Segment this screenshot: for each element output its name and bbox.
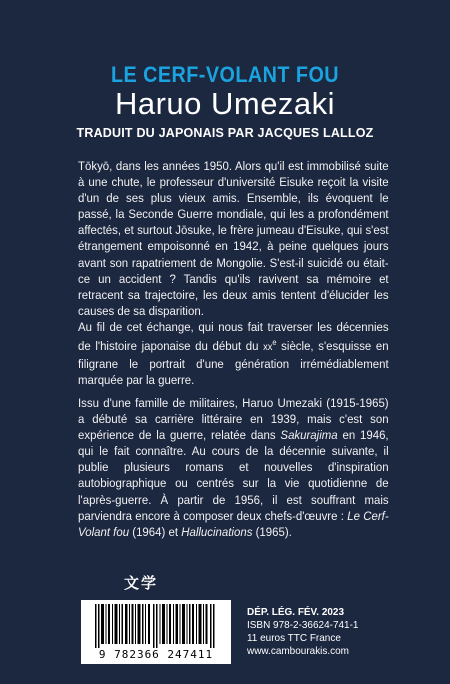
collection-label: 文学 bbox=[124, 574, 159, 592]
price-text: 11 euros TTC France bbox=[247, 632, 341, 644]
synopsis-paragraph-2 bbox=[78, 319, 389, 388]
bio-text-c: (1964) et bbox=[129, 524, 182, 539]
synopsis bbox=[78, 158, 389, 388]
century-numeral: xx bbox=[263, 342, 273, 354]
legal-info bbox=[247, 606, 364, 658]
bio-text-a: Issu d'une famille de militaires, Haruo Umezaki (1915-1965) a débuté sa carrière littéraire en 1939, mais c'est son expérience de la guerre, relatée dans bbox=[78, 396, 389, 443]
synopsis-paragraph-1: Tōkyō, dans les années 1950. Alors qu'il est immobilisé suite à une chute, le professeur d'université Eisuke reçoit la visite d'un de ses plus vieux amis. Ensemble, ils évoquent le passé, la Seconde Guerre mondiale, qui les a profondément affectés, et surtout Jōsuke, le frère jumeau d'Eisuke, qui s'est étrangement empoisonné en 1942, à peine quelques jours avant son rapatriement de Mongolie. S'est-il suicidé ou était-ce un accident ? Tandis qu'ils ravivent sa mémoire et retracent sa trajectoire, les deux amis tentent d'élucider les causes de sa disparition. bbox=[78, 159, 389, 318]
bio-work-hallucinations: Hallucinations bbox=[181, 524, 253, 539]
barcode-number: 9 782366 247411 bbox=[98, 648, 214, 661]
biography-paragraph bbox=[78, 395, 389, 540]
author-biography bbox=[78, 395, 389, 540]
author-name: Haruo Umezaki bbox=[114, 86, 336, 121]
bio-text-b: en 1946, qui le fait connaître. Au cours de la décennie suivante, il publie plusieurs romans et nouvelles d'inspiration autobiographique ou centrés sur la vie quotidienne de l'après-guerre. À partir de 1956, il est souffrant mais parviendra encore à composer deux chefs-d'œuvre : bbox=[78, 428, 389, 523]
barcode-bars bbox=[93, 604, 219, 648]
isbn-barcode bbox=[81, 600, 231, 664]
book-title: LE CERF-VOLANT FOU bbox=[110, 62, 340, 87]
translator-credit: TRADUIT DU JAPONAIS PAR JACQUES LALLOZ bbox=[76, 126, 374, 140]
bio-work-cerf-volant: Le Cerf-Volant fou bbox=[78, 508, 389, 539]
century-suffix: e bbox=[272, 338, 277, 348]
synopsis-text-b: siècle, s'esquisse en filigrane le portrait d'une génération irrémédiablement marquée par la guerre. bbox=[78, 339, 389, 388]
synopsis-text-a: Au fil de cet échange, qui nous fait traverser les décennies de l'histoire japonaise du début du bbox=[78, 319, 389, 354]
publisher-website: www.cambourakis.com bbox=[247, 645, 350, 657]
legal-deposit: DÉP. LÉG. FÉV. 2023 bbox=[247, 606, 345, 618]
bio-work-sakurajima: Sakurajima bbox=[280, 428, 338, 443]
isbn-text: ISBN 978-2-36624-741-1 bbox=[247, 619, 359, 631]
bio-text-d: (1965). bbox=[252, 524, 292, 539]
